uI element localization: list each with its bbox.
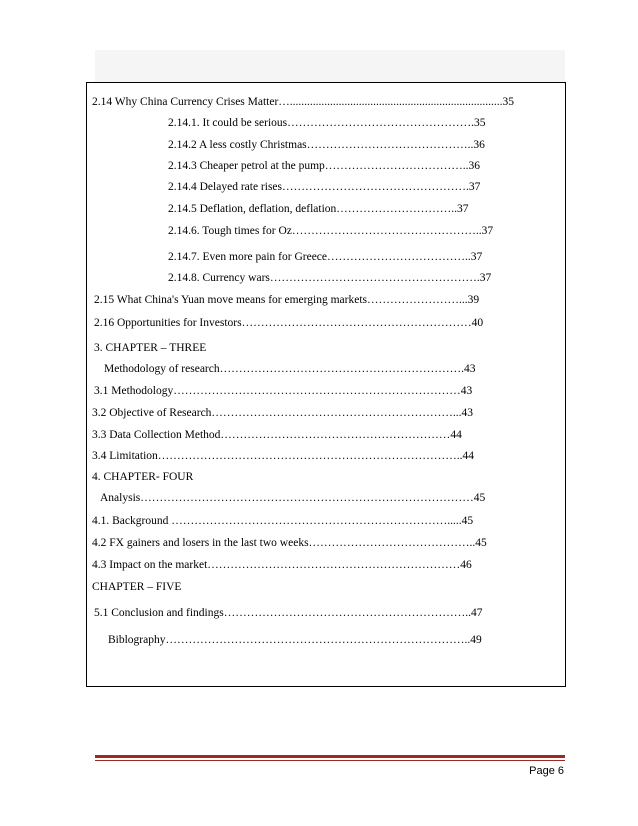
toc-entry-3-3: 3.3 Data Collection Method……………………………………………………44 [92, 429, 462, 441]
toc-entry-2-14-8: 2.14.8. Currency wars……………………………………………….37 [168, 272, 492, 284]
toc-entry-3-2: 3.2 Objective of Research………………………………………………………...43 [92, 407, 474, 419]
footer-rule-thick [95, 755, 565, 758]
toc-entry-2-14-3: 2.14.3 Cheaper petrol at the pump………………………………..36 [168, 160, 481, 172]
toc-entry-3-1: 3.1 Methodology…………………………………………………………………43 [94, 385, 473, 397]
toc-entry-4-2: 4.2 FX gainers and losers in the last two weeks……………………………………..45 [92, 537, 487, 549]
footer-rule-thin [95, 760, 565, 761]
toc-chapter-five: CHAPTER – FIVE [92, 581, 182, 593]
toc-entry-4-3: 4.3 Impact on the market…………………………………………………………46 [92, 559, 472, 571]
toc-entry-2-14-7: 2.14.7. Even more pain for Greece………………………………..37 [168, 251, 483, 263]
toc-entry-4-1: 4.1. Background ……………………………………………………………….....45 [92, 515, 474, 527]
toc-entry-2-14-5: 2.14.5 Deflation, deflation, deflation…………………………..37 [168, 203, 469, 215]
toc-entry-2-14-1: 2.14.1. It could be serious………………………………………….35 [168, 117, 486, 129]
toc-entry-5-1: 5.1 Conclusion and findings………………………………………………………..47 [94, 607, 483, 619]
page-number: Page 6 [529, 765, 564, 777]
header-shade [95, 50, 565, 82]
toc-chapter-four: 4. CHAPTER- FOUR [92, 471, 194, 483]
toc-entry-2-14-4: 2.14.4 Delayed rate rises………………………………………….37 [168, 181, 481, 193]
toc-entry-analysis: Analysis……………………………………………………………………………45 [100, 492, 486, 504]
toc-entry-2-14: 2.14 Why China Currency Crises Matter…..........................................................................35 [92, 96, 515, 108]
toc-entry-2-15: 2.15 What China's Yuan move means for emerging markets……………………...39 [94, 294, 480, 306]
toc-entry-2-14-6: 2.14.6. Tough times for Oz…………………………………………..37 [168, 225, 494, 237]
toc-chapter-three: 3. CHAPTER – THREE [94, 342, 207, 354]
toc-entry-2-14-2: 2.14.2 A less costly Christmas……………………………………..36 [168, 139, 485, 151]
toc-entry-3-4: 3.4 Limitation……………………………………………………………………..44 [92, 450, 475, 462]
toc-entry-2-16: 2.16 Opportunities for Investors……………………………………………………40 [94, 317, 484, 329]
toc-entry-methodology-of-research: Methodology of research……………………………………………………….43 [104, 363, 476, 375]
toc-entry-bibliography: Biblography……………………………………………………………………..49 [108, 634, 482, 646]
